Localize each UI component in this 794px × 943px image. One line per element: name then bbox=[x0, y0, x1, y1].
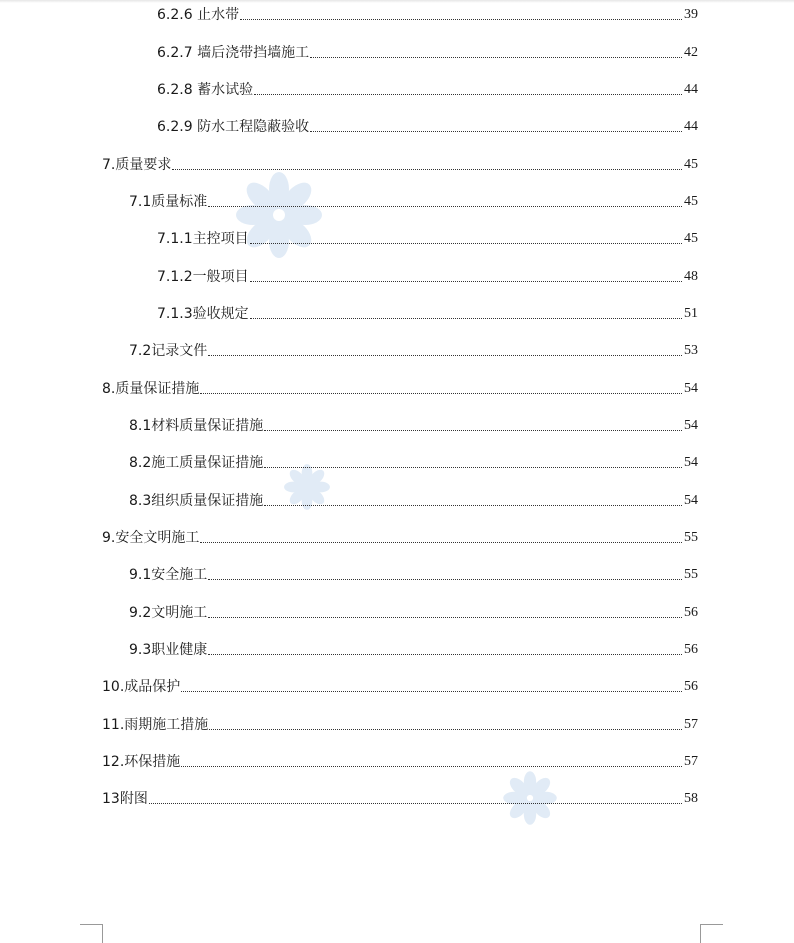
toc-entry-page: 44 bbox=[684, 119, 698, 134]
toc-entry[interactable] bbox=[129, 639, 698, 659]
toc-entry[interactable] bbox=[102, 527, 698, 547]
toc-entry[interactable] bbox=[129, 191, 698, 211]
toc-entry-label: 7.1.3验收规定 bbox=[157, 306, 249, 322]
toc-entry-label: 7.2记录文件 bbox=[129, 343, 208, 359]
toc-entry-page: 56 bbox=[684, 642, 698, 657]
toc-entry[interactable] bbox=[102, 714, 698, 734]
toc-entry[interactable] bbox=[129, 602, 698, 622]
toc-entry-label: 7.1质量标准 bbox=[129, 194, 208, 210]
toc-entry[interactable] bbox=[157, 266, 698, 286]
toc-entry-label: 9.2文明施工 bbox=[129, 605, 208, 621]
toc-leader-dots bbox=[208, 205, 682, 207]
toc-entry-page: 51 bbox=[684, 306, 698, 321]
toc-entry-label: 6.2.9 防水工程隐蔽验收 bbox=[157, 119, 310, 135]
toc-leader-dots bbox=[254, 93, 682, 95]
toc-entry-label: 7.1.1主控项目 bbox=[157, 231, 249, 247]
toc-entry-label: 6.2.7 墙后浇带挡墙施工 bbox=[157, 45, 310, 61]
toc-leader-dots bbox=[250, 280, 682, 282]
toc-entry-page: 54 bbox=[684, 418, 698, 433]
toc-entry-label: 8.质量保证措施 bbox=[102, 381, 200, 397]
toc-leader-dots bbox=[264, 504, 682, 506]
toc-entry[interactable] bbox=[157, 303, 698, 323]
toc-entry-page: 54 bbox=[684, 455, 698, 470]
toc-leader-dots bbox=[310, 56, 682, 58]
toc-entry[interactable] bbox=[129, 564, 698, 584]
toc-entry[interactable] bbox=[102, 676, 698, 696]
toc-entry-page: 57 bbox=[684, 717, 698, 732]
toc-entry-label: 12.环保措施 bbox=[102, 754, 181, 770]
toc-entry-label: 9.1安全施工 bbox=[129, 567, 208, 583]
toc-entry-page: 53 bbox=[684, 343, 698, 358]
toc-entry-page: 44 bbox=[684, 82, 698, 97]
toc-entry[interactable] bbox=[102, 378, 698, 398]
toc-entry[interactable] bbox=[102, 751, 698, 771]
toc-leader-dots bbox=[208, 578, 682, 580]
toc-entry-page: 45 bbox=[684, 157, 698, 172]
toc-entry[interactable] bbox=[102, 788, 698, 808]
toc-leader-dots bbox=[208, 653, 682, 655]
toc-entry-page: 58 bbox=[684, 791, 698, 806]
toc-entry-page: 56 bbox=[684, 679, 698, 694]
toc-entry[interactable] bbox=[157, 79, 698, 99]
toc-leader-dots bbox=[250, 317, 682, 319]
toc-entry-page: 55 bbox=[684, 567, 698, 582]
toc-leader-dots bbox=[181, 765, 682, 767]
toc-entry-page: 57 bbox=[684, 754, 698, 769]
toc-entry-label: 8.1材料质量保证措施 bbox=[129, 418, 264, 434]
toc-entry-page: 54 bbox=[684, 493, 698, 508]
toc-entry[interactable] bbox=[157, 116, 698, 136]
toc-leader-dots bbox=[200, 541, 682, 543]
toc-leader-dots bbox=[209, 728, 682, 730]
toc-leader-dots bbox=[208, 616, 682, 618]
toc-entry-label: 6.2.8 蓄水试验 bbox=[157, 82, 254, 98]
toc-leader-dots bbox=[310, 130, 682, 132]
page-top-edge bbox=[0, 0, 794, 3]
toc-entry[interactable] bbox=[157, 4, 698, 24]
toc-leader-dots bbox=[240, 18, 682, 20]
toc-entry-label: 6.2.6 止水带 bbox=[157, 7, 240, 23]
toc-entry[interactable] bbox=[129, 415, 698, 435]
toc-entry-label: 10.成品保护 bbox=[102, 679, 181, 695]
toc-leader-dots bbox=[250, 242, 682, 244]
toc-entry[interactable] bbox=[102, 154, 698, 174]
toc-leader-dots bbox=[149, 802, 682, 804]
toc-entry-page: 45 bbox=[684, 231, 698, 246]
toc-leader-dots bbox=[264, 466, 682, 468]
toc-leader-dots bbox=[200, 392, 682, 394]
toc-entry[interactable] bbox=[157, 228, 698, 248]
toc-entry-label: 8.2施工质量保证措施 bbox=[129, 455, 264, 471]
toc-entry-page: 45 bbox=[684, 194, 698, 209]
toc-entry[interactable] bbox=[157, 42, 698, 62]
toc-entry-label: 8.3组织质量保证措施 bbox=[129, 493, 264, 509]
toc-entry-label: 9.3职业健康 bbox=[129, 642, 208, 658]
toc-entry-page: 42 bbox=[684, 45, 698, 60]
toc-entry-label: 13附图 bbox=[102, 791, 148, 807]
toc-leader-dots bbox=[208, 354, 682, 356]
toc-entry-page: 55 bbox=[684, 530, 698, 545]
toc-leader-dots bbox=[181, 690, 682, 692]
toc-entry[interactable] bbox=[129, 340, 698, 360]
toc-entry-page: 56 bbox=[684, 605, 698, 620]
page-corner-mark bbox=[80, 924, 103, 943]
toc-entry[interactable] bbox=[129, 452, 698, 472]
toc-entry[interactable] bbox=[129, 490, 698, 510]
toc-entry-page: 39 bbox=[684, 7, 698, 22]
toc-entry-label: 7.质量要求 bbox=[102, 157, 172, 173]
toc-entry-page: 48 bbox=[684, 269, 698, 284]
toc-entry-label: 9.安全文明施工 bbox=[102, 530, 200, 546]
toc-entry-label: 7.1.2一般项目 bbox=[157, 269, 249, 285]
toc-entry-page: 54 bbox=[684, 381, 698, 396]
page-corner-mark bbox=[700, 924, 723, 943]
toc-leader-dots bbox=[264, 429, 682, 431]
toc-entry-label: 11.雨期施工措施 bbox=[102, 717, 209, 733]
toc-leader-dots bbox=[172, 168, 682, 170]
